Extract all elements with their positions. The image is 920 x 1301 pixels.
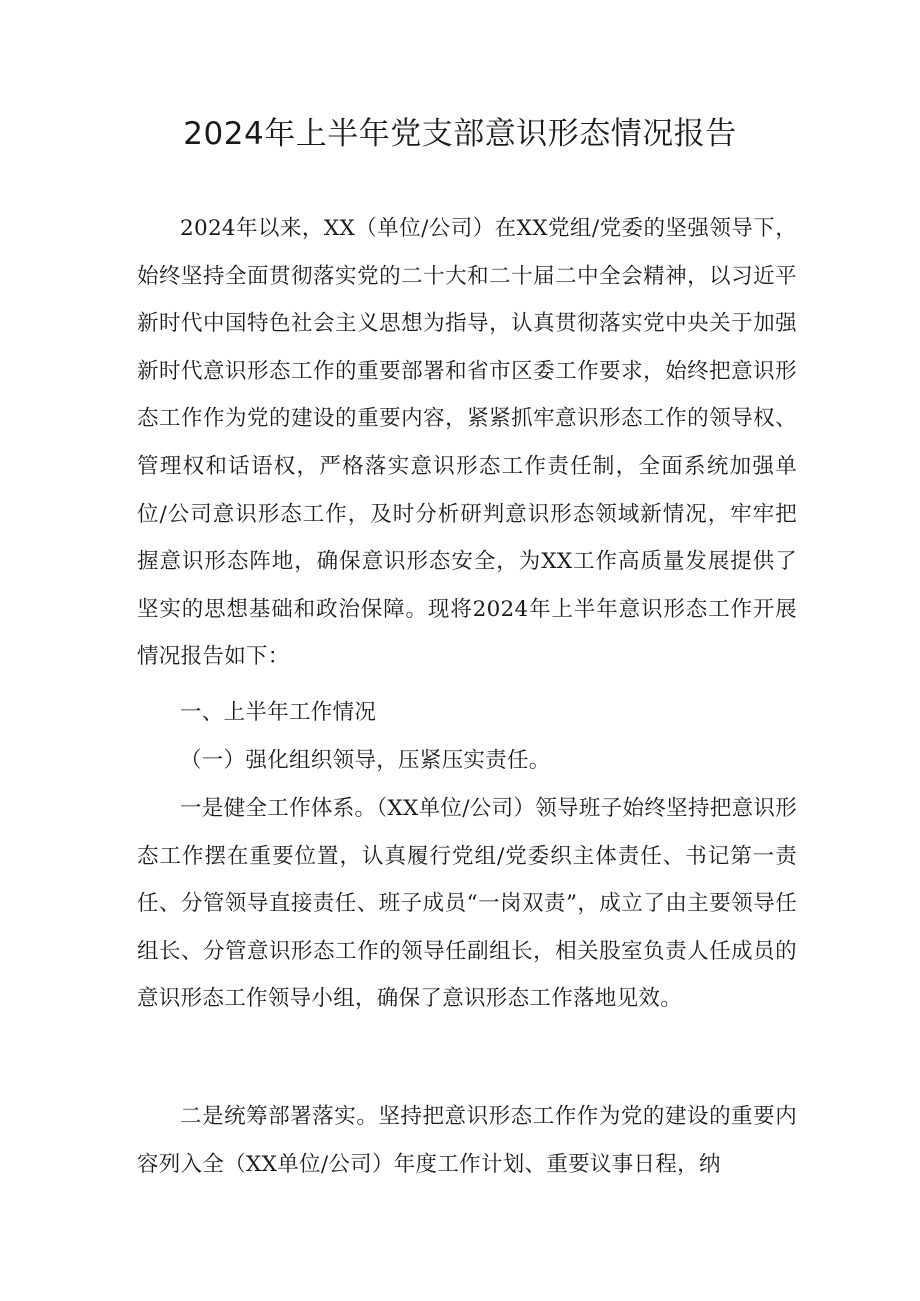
- intro-paragraph: 2024年以来，XX（单位/公司）在XX党组/党委的坚强领导下，始终坚持全面贯彻落实党的二十大和二十届二中全会精神，以习近平新时代中国特色社会主义思想为指导，认真贯彻落实党中央关于加强新时代意识形态工作的重要部署和省市区委工作要求，始终把意识形态工作作为党的建设的重要内容，紧紧抓牢意识形态工作的领导权、管理权和话语权，严格落实意识形态工作责任制，全面系统加强单位/公司意识形态工作，及时分析研判意识形态领域新情况，牢牢把握意识形态阵地，确保意识形态安全，为XX工作高质量发展提供了坚实的思想基础和政治保障。现将2024年上半年意识形态工作开展情况报告如下：: [137, 216, 797, 670]
- document-title: 2024年上半年党支部意识形态情况报告: [183, 116, 737, 152]
- section-heading: 一、上半年工作情况: [180, 700, 377, 725]
- point-one-paragraph: 一是健全工作体系。（XX单位/公司）领导班子始终坚持把意识形态工作摆在重要位置，认真履行党组/党委织主体责任、书记第一责任、分管领导直接责任、班子成员“一岗双责”，成立了由主要领导任组长、分管意识形态工作的领导任副组长，相关股室负责人任成员的意识形态工作领导小组，确保了意识形态工作落地见效。: [137, 796, 797, 1012]
- point-two-paragraph: 二是统筹部署落实。坚持把意识形态工作作为党的建设的重要内容列入全（XX单位/公司）年度工作计划、重要议事日程，纳: [137, 1104, 797, 1177]
- subsection-heading: （一）强化组织领导，压紧压实责任。: [180, 748, 551, 773]
